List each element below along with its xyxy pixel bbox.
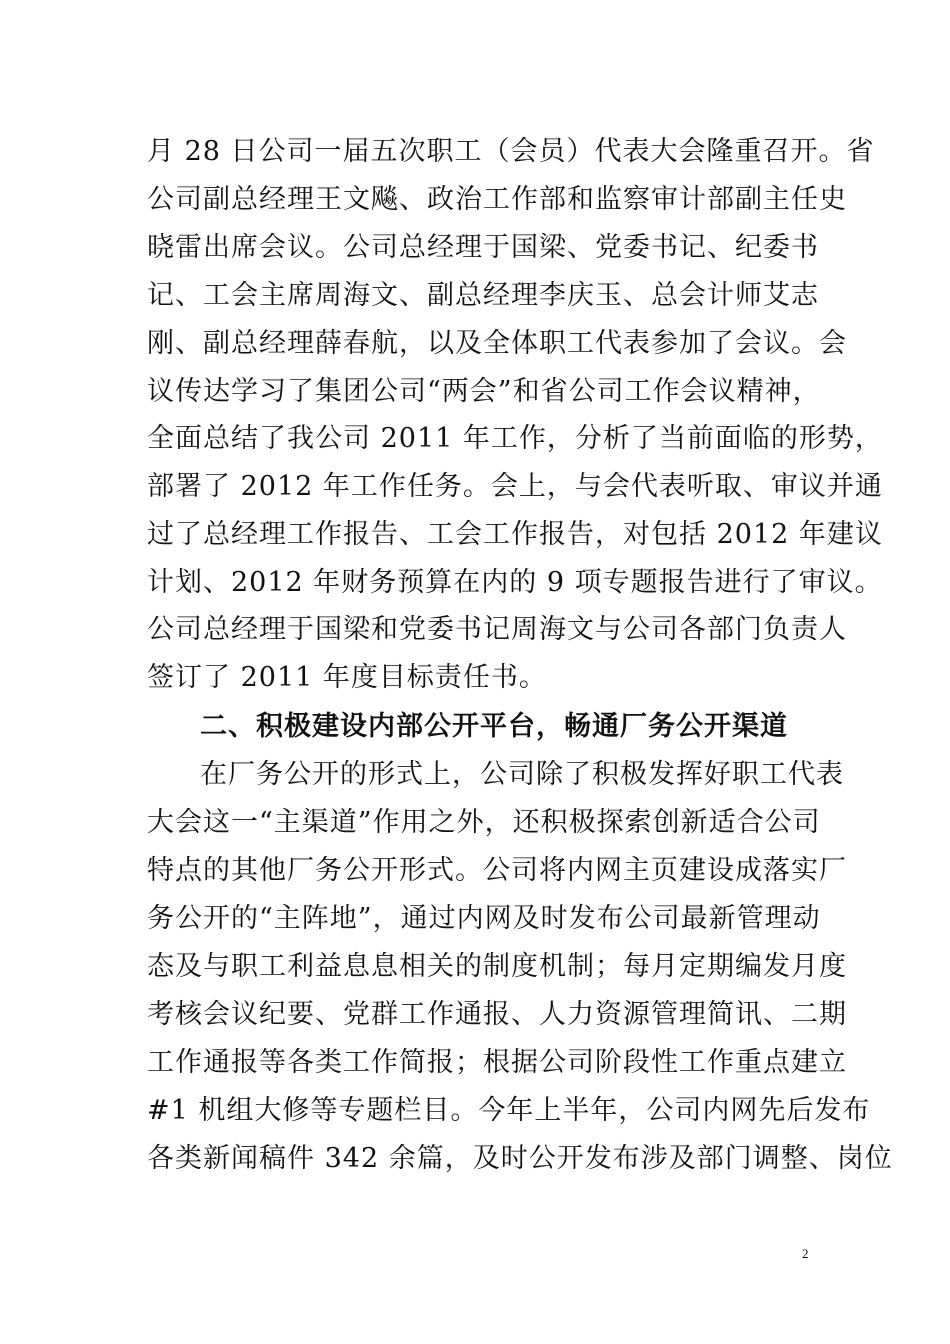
text-line: 议传达学习了集团公司“两会”和省公司工作会议精神， (147, 376, 821, 407)
text-line: 在厂务公开的形式上，公司除了积极发挥好职工代表 (200, 759, 844, 790)
text-line: 月 28 日公司一届五次职工（会员）代表大会隆重召开。省 (147, 136, 875, 167)
text-line: 晓雷出席会议。公司总经理于国梁、党委书记、纪委书 (147, 232, 819, 263)
text-line: 公司副总经理王文飚、政治工作部和监察审计部副主任史 (147, 184, 847, 215)
text-line: #1 机组大修等专题栏目。今年上半年，公司内网先后发布 (147, 1095, 871, 1126)
page-number: 2 (802, 1246, 809, 1261)
text-line: 务公开的“主阵地”，通过内网及时发布公司最新管理动 (147, 903, 821, 934)
text-line: 大会这一“主渠道”作用之外，还积极探索创新适合公司 (147, 807, 821, 838)
text-line: 部署了 2012 年工作任务。会上，与会代表听取、审议并通 (147, 471, 883, 502)
text-line: 计划、2012 年财务预算在内的 9 项专题报告进行了审议。 (147, 567, 883, 598)
text-line: 过了总经理工作报告、工会工作报告，对包括 2012 年建议 (147, 519, 883, 550)
text-line: 公司总经理于国梁和党委书记周海文与公司各部门负责人 (147, 614, 847, 645)
text-line: 工作通报等各类工作简报；根据公司阶段性工作重点建立 (147, 1047, 847, 1078)
text-line: 各类新闻稿件 342 余篇，及时公开发布涉及部门调整、岗位 (147, 1143, 893, 1174)
text-line: 态及与职工利益息息相关的制度机制；每月定期编发月度 (147, 951, 847, 982)
text-line: 签订了 2011 年度目标责任书。 (147, 662, 547, 693)
text-line: 刚、副总经理薛春航，以及全体职工代表参加了会议。会 (147, 328, 847, 359)
section-heading: 二、积极建设内部公开平台，畅通厂务公开渠道 (200, 711, 788, 742)
text-line: 特点的其他厂务公开形式。公司将内网主页建设成落实厂 (147, 855, 847, 886)
text-line: 全面总结了我公司 2011 年工作，分析了当前面临的形势， (147, 423, 883, 454)
text-line: 记、工会主席周海文、副总经理李庆玉、总会计师艾志 (147, 280, 819, 311)
text-line: 考核会议纪要、党群工作通报、人力资源管理简讯、二期 (147, 999, 847, 1030)
